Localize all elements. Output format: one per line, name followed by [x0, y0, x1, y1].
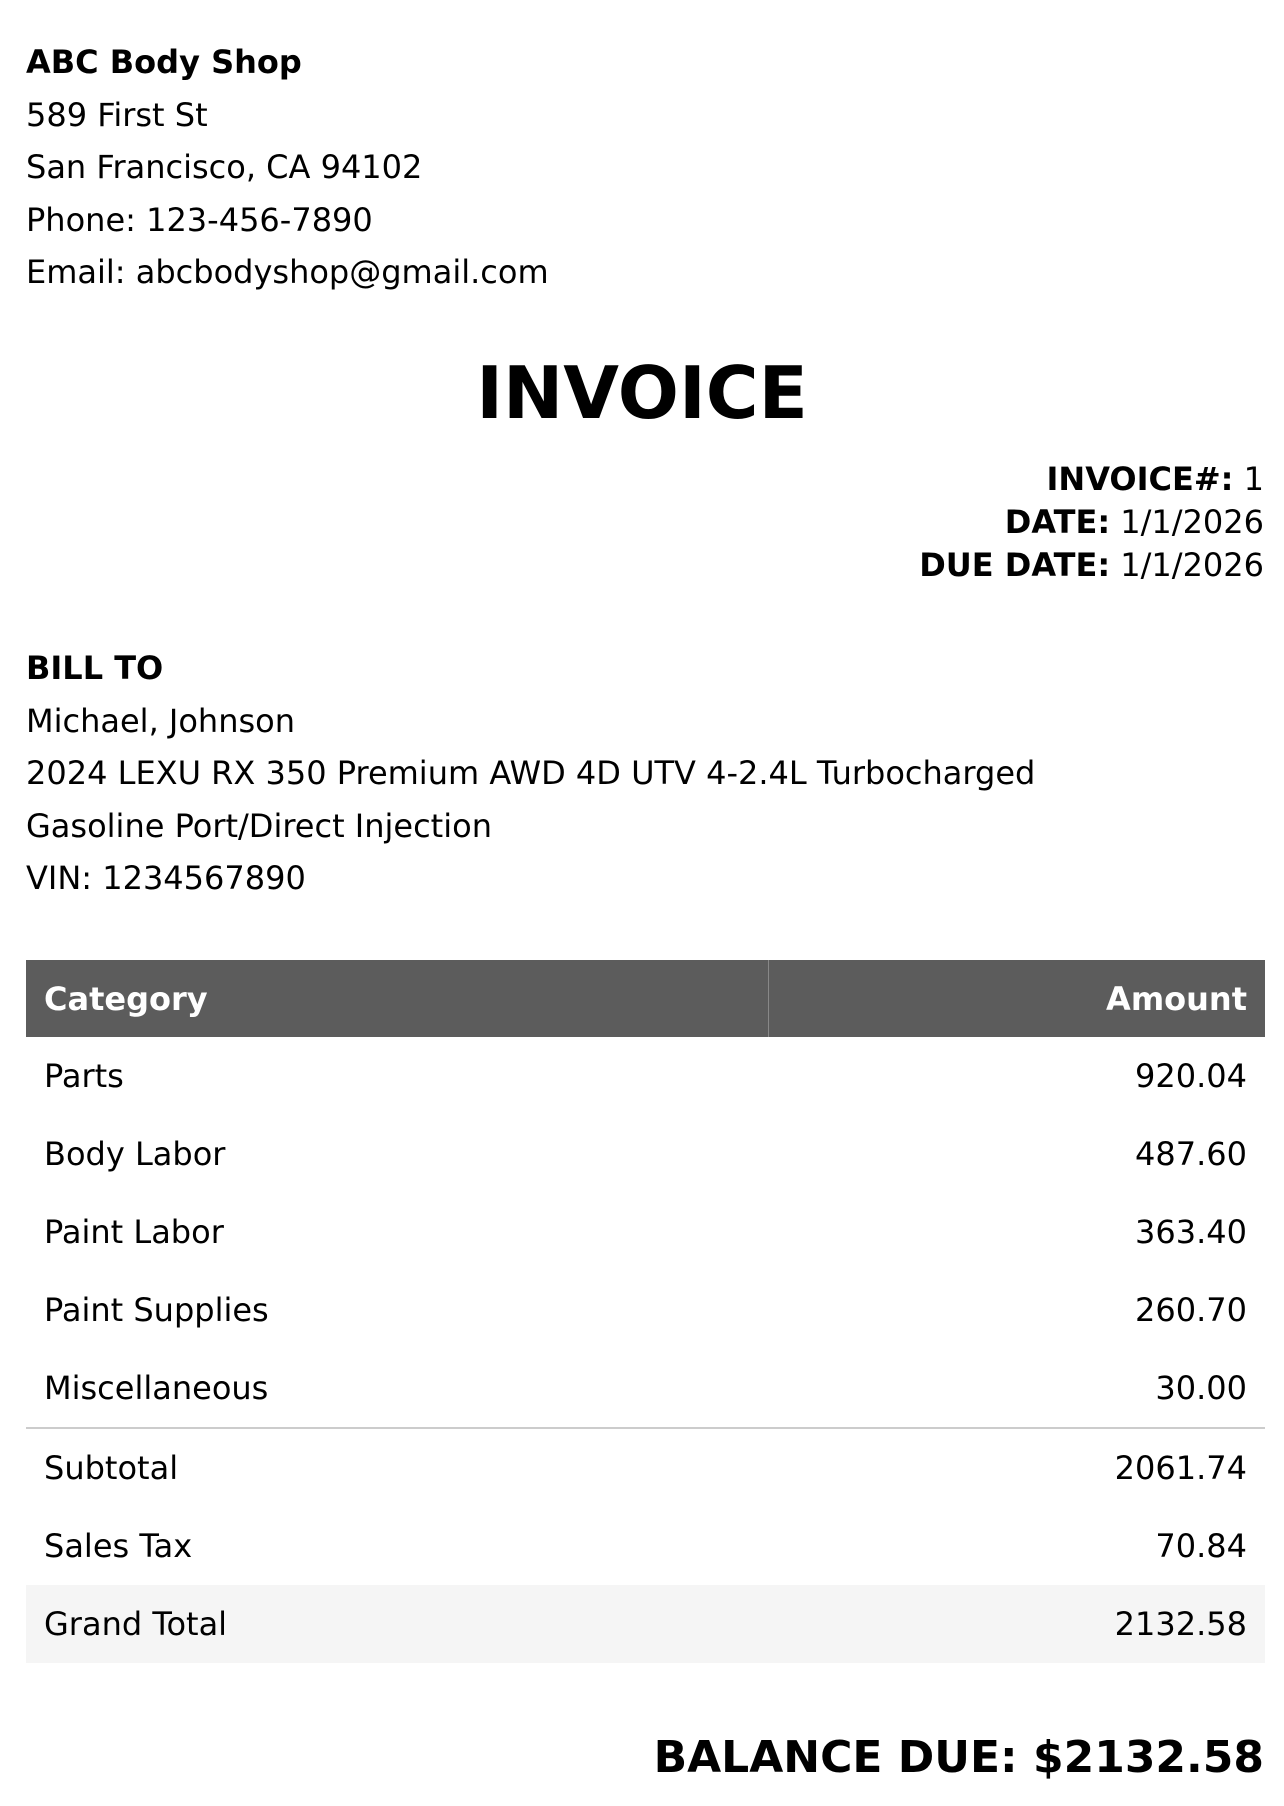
- subtotal-label: Subtotal: [26, 1428, 769, 1507]
- row-category: Miscellaneous: [44, 1369, 269, 1407]
- row-category: Parts: [44, 1057, 124, 1095]
- tax-row: [26, 1507, 1265, 1585]
- shop-email: Email: abcbodyshop@gmail.com: [26, 253, 549, 291]
- grand-total-row: [26, 1585, 1265, 1663]
- vehicle-line-2: Gasoline Port/Direct Injection: [26, 806, 492, 845]
- row-category: Paint Labor: [44, 1213, 224, 1251]
- subtotal-amount: 2061.74: [769, 1428, 1266, 1507]
- due-date-value: 1/1/2026: [1120, 546, 1264, 584]
- row-amount: 487.60: [1135, 1135, 1247, 1173]
- shop-phone: Phone: 123-456-7890: [26, 200, 373, 239]
- grand-total-amount: 2132.58: [769, 1585, 1266, 1663]
- charges-table: [26, 960, 1265, 1663]
- subtotal-row: [26, 1428, 1265, 1507]
- row-amount: 260.70: [1135, 1291, 1247, 1329]
- tax-label: Sales Tax: [44, 1527, 193, 1565]
- column-header-category: Category: [26, 960, 769, 1037]
- grand-total-label: Grand Total: [26, 1585, 769, 1663]
- table-header-row: [26, 960, 1265, 1037]
- row-category: Body Labor: [44, 1135, 226, 1173]
- invoice-date-label: DATE:: [1004, 503, 1111, 541]
- table-row: [26, 1193, 1265, 1271]
- page-title: INVOICE: [476, 351, 808, 435]
- table-row: [26, 1349, 1265, 1428]
- invoice-number-label: INVOICE#:: [1046, 460, 1234, 498]
- shop-address: 589 First St: [26, 95, 208, 134]
- bill-to: [26, 642, 1035, 905]
- shop-city: San Francisco, CA 94102: [26, 148, 423, 186]
- invoice-number: [919, 458, 1264, 501]
- row-amount: 30.00: [1155, 1369, 1247, 1407]
- row-category: Paint Supplies: [44, 1291, 269, 1329]
- invoice-date: [919, 501, 1264, 544]
- invoice-meta: [919, 458, 1264, 587]
- shop-name: ABC Body Shop: [26, 43, 302, 81]
- table-row: [26, 1037, 1265, 1115]
- tax-amount: 70.84: [1155, 1527, 1247, 1565]
- invoice-number-value: 1: [1243, 460, 1264, 498]
- table-row: [26, 1115, 1265, 1193]
- column-header-amount: Amount: [769, 960, 1266, 1037]
- due-date-label: DUE DATE:: [919, 546, 1111, 584]
- invoice-date-value: 1/1/2026: [1120, 503, 1264, 541]
- row-amount: 920.04: [1135, 1057, 1247, 1095]
- table-row: [26, 1271, 1265, 1349]
- invoice-due-date: [919, 544, 1264, 587]
- vehicle-line-1: 2024 LEXU RX 350 Premium AWD 4D UTV 4-2.4L Turbocharged: [26, 754, 1036, 792]
- customer-name: Michael, Johnson: [26, 701, 296, 740]
- bill-to-heading: BILL TO: [26, 649, 164, 687]
- row-amount: 363.40: [1135, 1213, 1247, 1251]
- balance-due: BALANCE DUE: $2132.58: [653, 1732, 1264, 1783]
- vin: VIN: 1234567890: [26, 859, 306, 897]
- shop-info: [26, 36, 549, 299]
